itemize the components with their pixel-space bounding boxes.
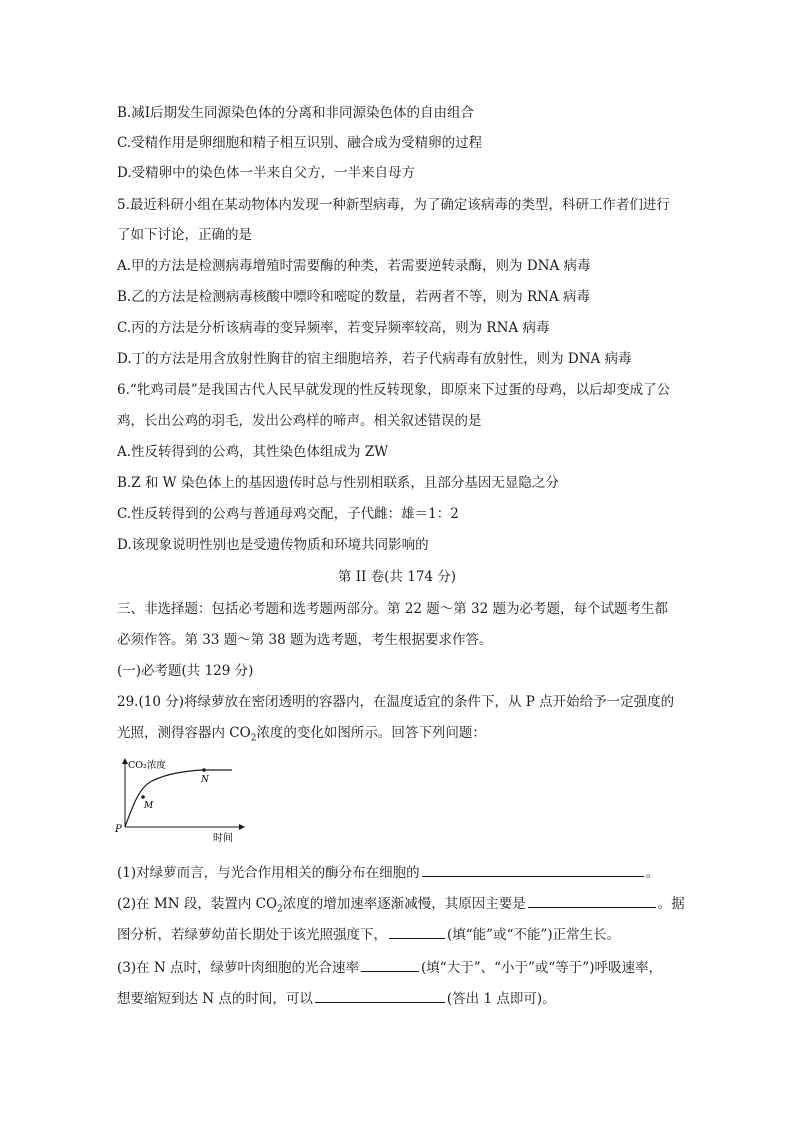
option-4b: B.减Ⅰ后期发生同源染色体的分离和非同源染色体的自由组合 (117, 105, 475, 121)
option-4c: C.受精作用是卵细胞和精子相互识别、融合成为受精卵的过程 (117, 135, 483, 151)
point-n-marker (202, 768, 206, 772)
option-5a: A.甲的方法是检测病毒增殖时需要酶的种类，若需要逆转录酶，则为 DNA 病毒 (117, 258, 591, 274)
x-axis-label: 时间 (213, 833, 233, 844)
point-m-label: M (144, 801, 154, 811)
answer-blank-2[interactable] (528, 893, 656, 908)
point-p-label: P (115, 824, 122, 835)
point-n-label: N (201, 775, 209, 785)
answer-blank-1[interactable] (422, 862, 644, 877)
option-6b: B.Z 和 W 染色体上的基因遗传时总与性别相联系，且部分基因无显隐之分 (117, 475, 559, 491)
co2-concentration-figure (112, 757, 247, 849)
question-29-stem-cont: 光照，测得容器内 $CO_2$浓度的变化如图所示。回答下列问题： (117, 725, 486, 744)
co2-curve (125, 770, 232, 827)
option-5d: D.丁的方法是用含放射性胸苷的宿主细胞培养，若子代病毒有放射性，则为 DNA 病毒 (117, 351, 632, 367)
option-6c: C.性反转得到的公鸡与普通母鸡交配，子代雌：雄＝1：2 (117, 506, 459, 522)
subquestion-3: (3)在 N 点时，绿萝叶肉细胞的光合速率 (填“大于”、“小于”或“等于”)呼吸速率， (117, 957, 662, 978)
answer-blank-5[interactable] (315, 988, 445, 1003)
section-title: 第 II 卷(共 174 分) (337, 569, 457, 585)
subquestion-3-cont: 想要缩短到达 N 点的时间，可以 (答出 1 点即可)。 (117, 988, 556, 1009)
question-6-stem-cont: 鸡，长出公鸡的羽毛，发出公鸡样的啼声。相关叙述错误的是 (117, 413, 482, 429)
required-questions-heading: (一)必考题(共 129 分) (117, 663, 254, 679)
answer-blank-4[interactable] (361, 957, 419, 972)
option-4d: D.受精卵中的染色体一半来自父方，一半来自母方 (117, 165, 416, 181)
point-m-marker (141, 795, 145, 799)
option-6a: A.性反转得到的公鸡，其性染色体组成为 ZW (117, 444, 389, 460)
question-6-stem: 6.“牝鸡司晨”是我国古代人民早就发现的性反转现象，即原来下过蛋的母鸡，以后却变成了公 (117, 382, 671, 398)
option-6d: D.该现象说明性别也是受遗传物质和环境共同影响的 (117, 537, 429, 553)
question-5-stem-cont: 了如下讨论，正确的是 (117, 227, 252, 243)
question-5-stem: 5.最近科研小组在某动物体内发现一种新型病毒，为了确定该病毒的类型，科研工作者们进行 (117, 197, 670, 213)
option-5c: C.丙的方法是分析该病毒的变异频率，若变异频率较高，则为 RNA 病毒 (117, 320, 550, 336)
subquestion-1: (1)对绿萝而言，与光合作用相关的酶分布在细胞的 。 (117, 862, 659, 883)
section-instructions: 三、非选择题：包括必考题和选考题两部分。第 22 题～第 32 题为必考题，每个试题考生都 (117, 601, 669, 617)
question-29-stem: 29.(10 分)将绿萝放在密闭透明的容器内，在温度适宜的条件下，从 P 点开始给予一定强度的 (117, 694, 675, 710)
answer-blank-3[interactable] (389, 924, 445, 939)
option-5b: B.乙的方法是检测病毒核酸中嘌呤和嘧啶的数量，若两者不等，则为 RNA 病毒 (117, 289, 591, 305)
subquestion-2: (2)在 MN 段，装置内 $CO_2$浓度的增加速率逐渐减慢，其原因主要是 。据 (117, 893, 685, 920)
y-axis-label: CO₂浓度 (128, 760, 166, 771)
subquestion-2-cont: 图分析，若绿萝幼苗长期处于该光照强度下， (填“能”或“不能”)正常生长。 (117, 924, 620, 945)
section-instructions-cont: 必须作答。第 33 题～第 38 题为选考题，考生根据要求作答。 (117, 632, 493, 648)
